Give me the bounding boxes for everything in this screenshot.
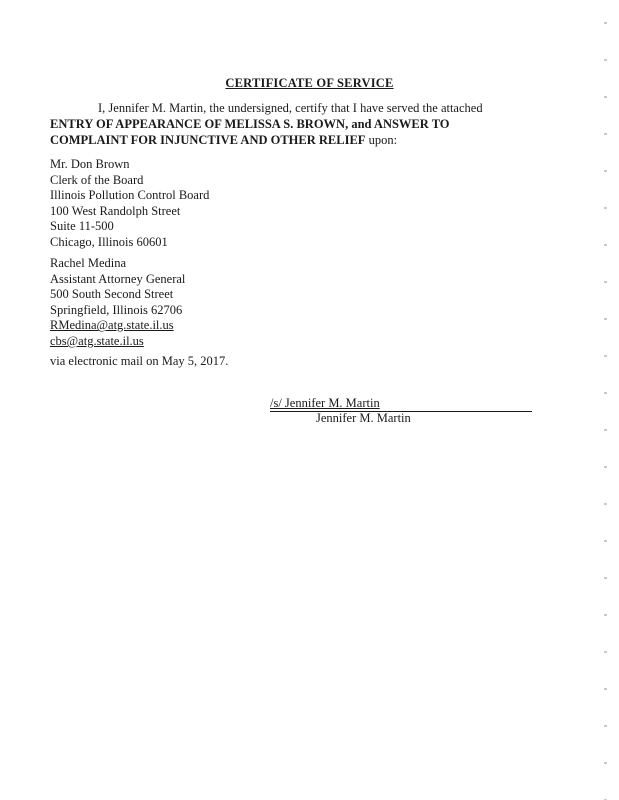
signature-text: /s/ Jennifer M. Martin: [270, 396, 380, 410]
recipient-2-line: Springfield, Illinois 62706: [50, 302, 183, 317]
recipient-address-2: [50, 256, 185, 350]
scan-edge-marks: [604, 0, 607, 800]
email-link[interactable]: RMedina@atg.state.il.us: [50, 318, 174, 333]
recipient-1-line: Illinois Pollution Control Board: [50, 188, 210, 203]
recipient-1-line: Chicago, Illinois 60601: [50, 234, 168, 249]
recipient-2-line: Assistant Attorney General: [50, 271, 186, 286]
signature-line: [270, 396, 532, 412]
recipient-1-line: Clerk of the Board: [50, 172, 144, 187]
recipient-2-line: Rachel Medina: [50, 256, 127, 270]
recipient-1-line: Mr. Don Brown: [50, 157, 130, 171]
recipient-address-1: [50, 157, 209, 251]
served-documents: ENTRY OF APPEARANCE OF MELISSA S. BROWN, and ANSWER TO COMPLAINT FOR INJUNCTIVE AND OTHER RELIEF: [50, 117, 450, 147]
email-link[interactable]: cbs@atg.state.il.us: [50, 333, 144, 348]
signatory-name: Jennifer M. Martin: [316, 411, 411, 425]
certification-ending: upon:: [365, 133, 398, 147]
service-method: via electronic mail on May 5, 2017.: [50, 354, 229, 368]
recipient-2-line: 500 South Second Street: [50, 287, 174, 302]
certification-paragraph: [50, 100, 520, 148]
document-title: CERTIFICATE OF SERVICE: [225, 76, 394, 90]
certification-text: I, Jennifer M. Martin, the undersigned, certify that I have served the attached: [98, 101, 483, 115]
recipient-1-line: 100 West Randolph Street: [50, 203, 181, 218]
recipient-1-line: Suite 11-500: [50, 219, 114, 234]
